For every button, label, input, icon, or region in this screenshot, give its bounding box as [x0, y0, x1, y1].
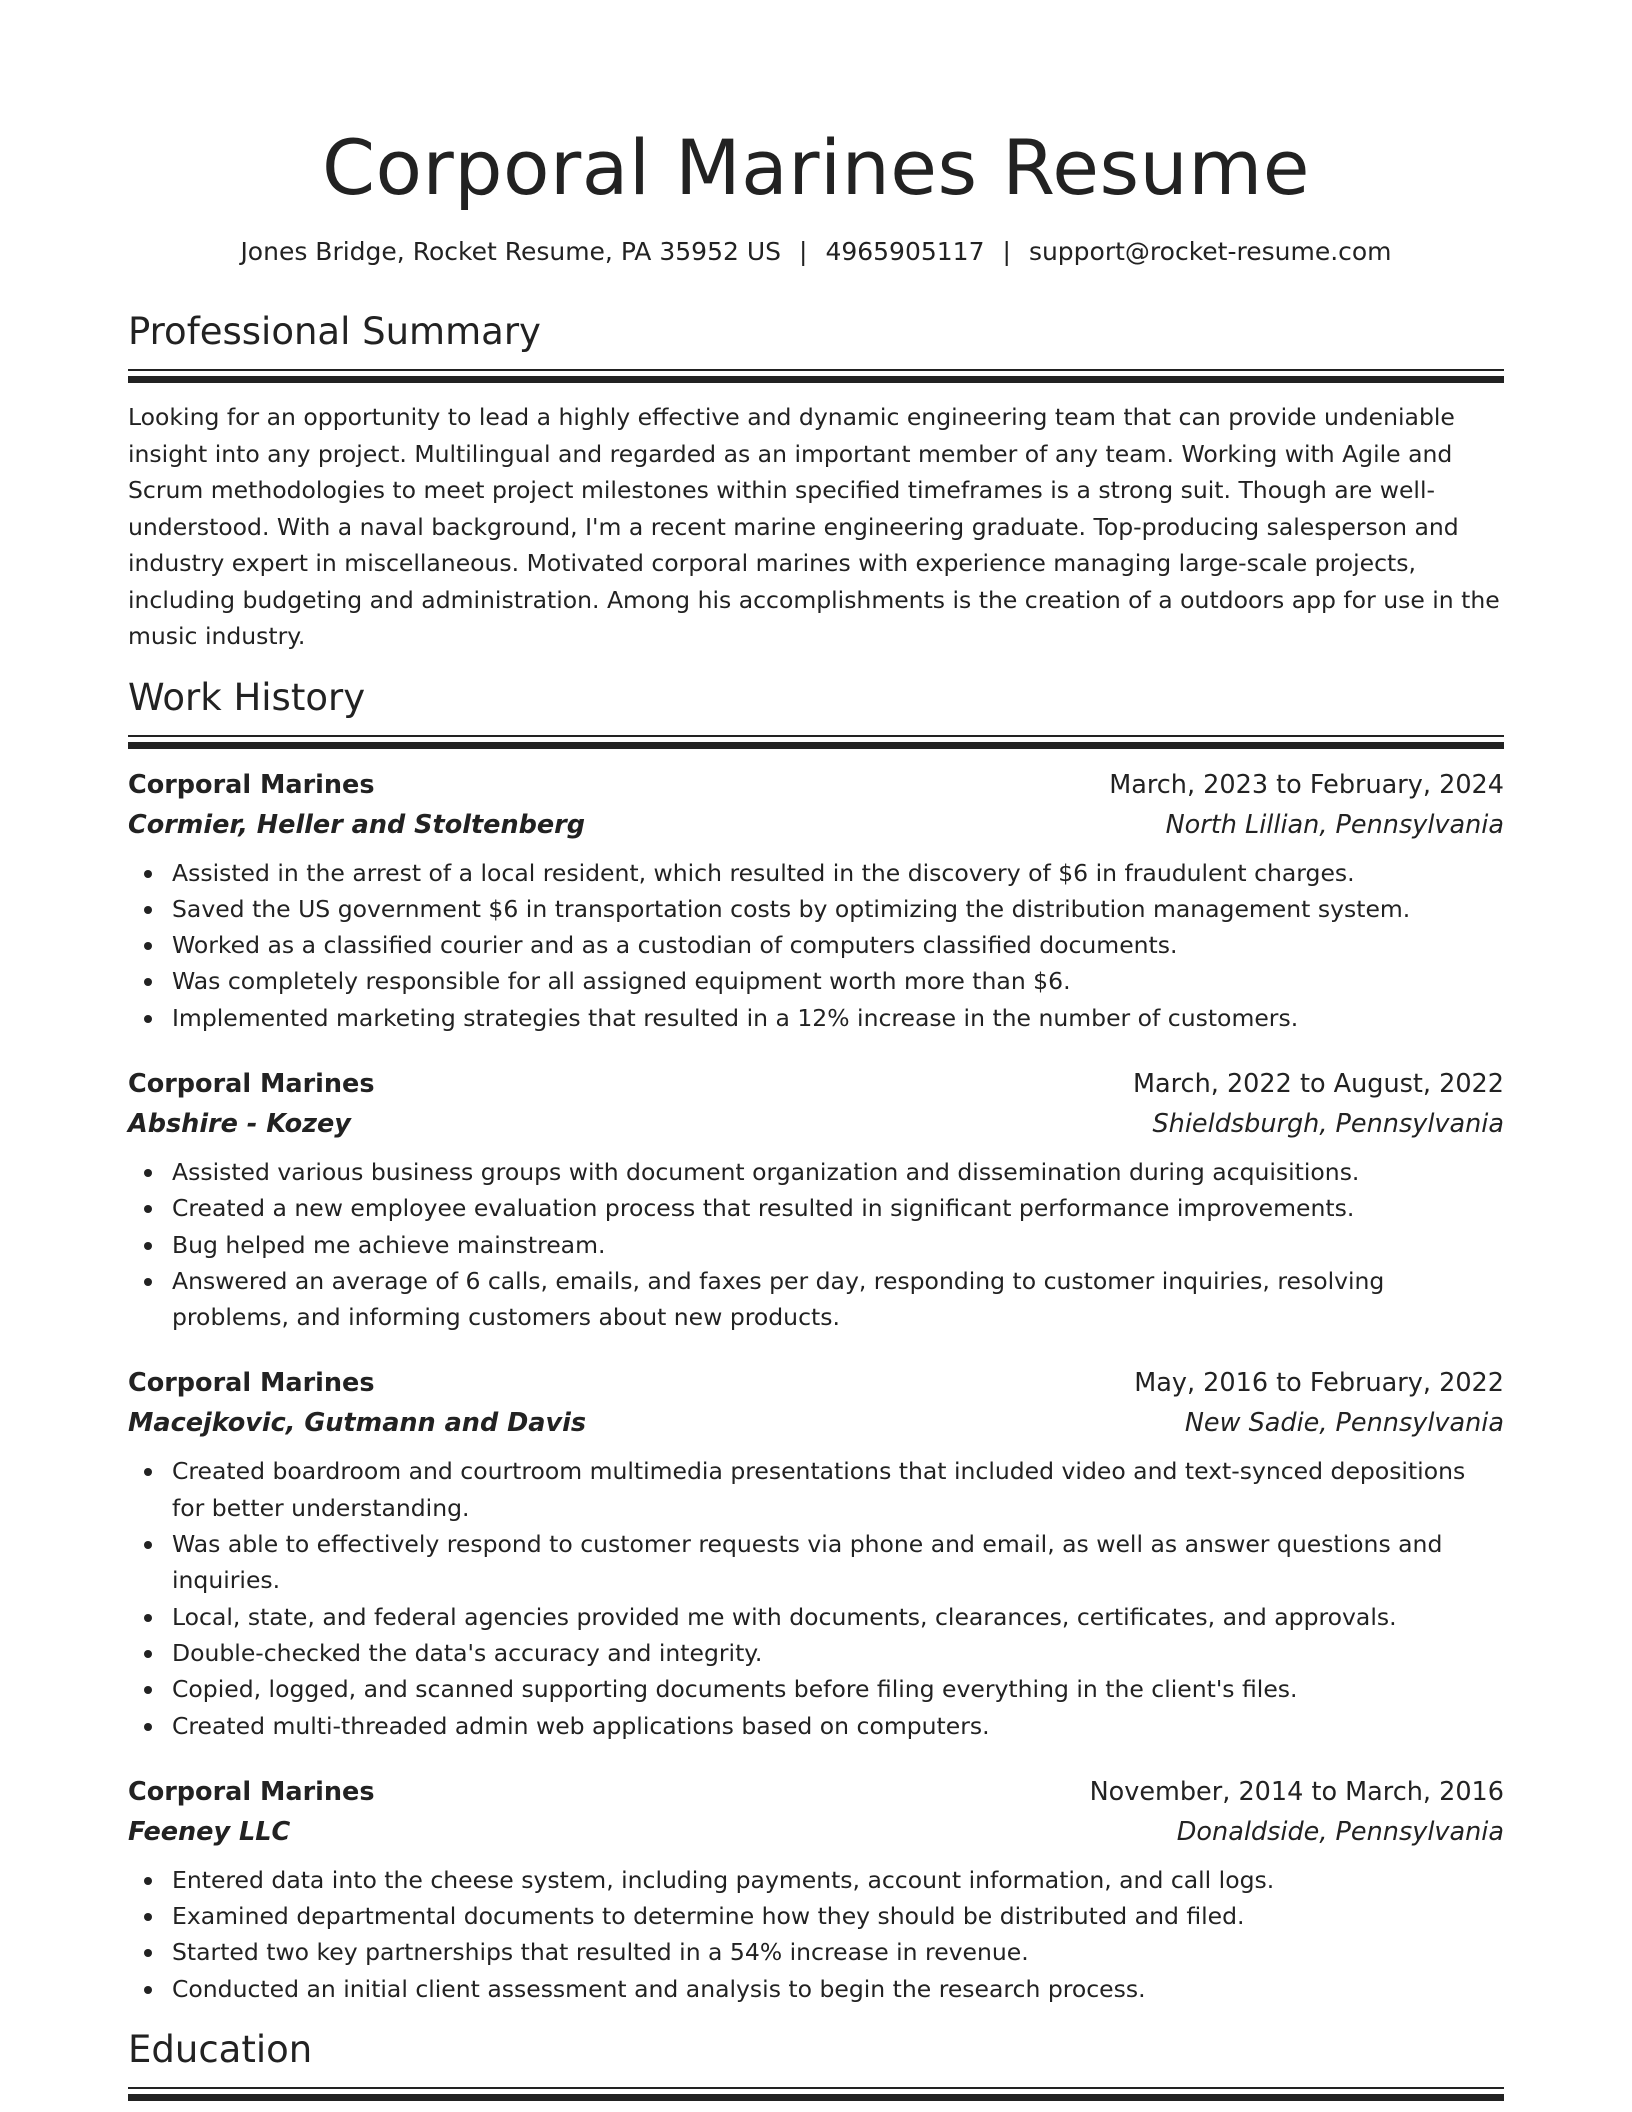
job-title: Corporal Marines: [128, 1368, 375, 1399]
job-bullet: Saved the US government $6 in transportation costs by optimizing the distribution management system.: [128, 891, 1504, 927]
job-entry: [128, 1363, 1504, 1743]
job-dates: March, 2022 to August, 2022: [1133, 1068, 1504, 1099]
job-bullet: Assisted various business groups with document organization and dissemination during acquisitions.: [128, 1154, 1504, 1190]
job-company: Cormier, Heller and Stoltenberg: [128, 809, 585, 840]
education-heading: Education: [128, 2028, 313, 2072]
work-history-heading: Work History: [128, 675, 366, 719]
job-location: Donaldside, Pennsylvania: [1176, 1816, 1504, 1847]
job-bullet: Answered an average of 6 calls, emails, and faxes per day, responding to customer inquiries, resolving problems, and informing customers about new products.: [128, 1263, 1504, 1336]
contact-separator: |: [799, 237, 808, 266]
job-header-row: [128, 765, 1504, 805]
job-bullet: Created multi-threaded admin web applications based on computers.: [128, 1708, 1504, 1744]
job-bullet: Assisted in the arrest of a local resident, which resulted in the discovery of $6 in fraudulent charges.: [128, 855, 1504, 891]
summary-section: [128, 307, 1504, 655]
summary-heading: Professional Summary: [128, 310, 541, 353]
job-entry: [128, 1772, 1504, 2007]
job-company-row: [128, 805, 1504, 845]
job-bullet: Worked as a classified courier and as a custodian of computers classified documents.: [128, 927, 1504, 963]
section-divider: [128, 735, 1504, 749]
job-entry: [128, 765, 1504, 1036]
job-bullet: Was completely responsible for all assigned equipment worth more than $6.: [128, 963, 1504, 999]
job-entry: [128, 1064, 1504, 1335]
job-dates: May, 2016 to February, 2022: [1134, 1368, 1504, 1399]
job-company-row: [128, 1104, 1504, 1144]
job-title: Corporal Marines: [128, 1776, 375, 1807]
job-bullet: Implemented marketing strategies that resulted in a 12% increase in the number of customers.: [128, 1000, 1504, 1036]
resume-title: Corporal Marines Resume: [321, 123, 1311, 212]
contact-line: [128, 234, 1504, 270]
job-bullet: Created a new employee evaluation process that resulted in significant performance improvements.: [128, 1190, 1504, 1226]
contact-separator: |: [1002, 237, 1011, 266]
job-bullet: Conducted an initial client assessment and analysis to begin the research process.: [128, 1971, 1504, 2007]
job-bullet: Was able to effectively respond to customer requests via phone and email, as well as answer questions and inquiries.: [128, 1526, 1504, 1599]
job-bullet: Examined departmental documents to determine how they should be distributed and filed.: [128, 1898, 1504, 1934]
job-title: Corporal Marines: [128, 769, 375, 800]
job-company-row: [128, 1812, 1504, 1852]
job-dates: March, 2023 to February, 2024: [1109, 769, 1504, 800]
section-divider: [128, 2087, 1504, 2101]
work-history-section: [128, 673, 1504, 2008]
contact-address: Jones Bridge, Rocket Resume, PA 35952 US: [240, 237, 781, 266]
job-location: Shieldsburgh, Pennsylvania: [1152, 1108, 1504, 1139]
job-bullet: Local, state, and federal agencies provided me with documents, clearances, certificates, and approvals.: [128, 1599, 1504, 1635]
section-divider: [128, 369, 1504, 383]
job-company: Feeney LLC: [128, 1816, 291, 1847]
job-dates: November, 2014 to March, 2016: [1089, 1776, 1504, 1807]
job-bullet: Entered data into the cheese system, including payments, account information, and call logs.: [128, 1862, 1504, 1898]
resume-page: [128, 0, 1504, 2101]
education-section: [128, 2025, 1504, 2101]
job-company-row: [128, 1403, 1504, 1443]
job-bullet: Double-checked the data's accuracy and integrity.: [128, 1635, 1504, 1671]
job-bullet-list: [128, 1154, 1504, 1335]
job-bullet-list: [128, 1453, 1504, 1743]
job-bullet: Created boardroom and courtroom multimedia presentations that included video and text-synced depositions for better understanding.: [128, 1453, 1504, 1526]
contact-email: support@rocket-resume.com: [1028, 237, 1392, 266]
job-bullet-list: [128, 855, 1504, 1036]
job-header-row: [128, 1363, 1504, 1403]
job-bullet-list: [128, 1862, 1504, 2007]
job-bullet: Bug helped me achieve mainstream.: [128, 1227, 1504, 1263]
job-bullet: Started two key partnerships that resulted in a 54% increase in revenue.: [128, 1934, 1504, 1970]
job-header-row: [128, 1772, 1504, 1812]
job-location: North Lillian, Pennsylvania: [1165, 809, 1504, 840]
summary-text: Looking for an opportunity to lead a highly effective and dynamic engineering team that can provide undeniable insight into any project. Multilingual and regarded as an important member of any team. Working with Agile and Scrum methodologies to meet project milestones within specified timeframes is a strong suit. Though are well-understood. With a naval background, I'm a recent marine engineering graduate. Top-producing salesperson and industry expert in miscellaneous. Motivated corporal marines with experience managing large-scale projects, including budgeting and administration. Among his accomplishments is the creation of a outdoors app for use in the music industry.: [128, 403, 1500, 650]
job-title: Corporal Marines: [128, 1068, 375, 1099]
job-header-row: [128, 1064, 1504, 1104]
job-company: Macejkovic, Gutmann and Davis: [128, 1408, 586, 1439]
job-bullet: Copied, logged, and scanned supporting documents before filing everything in the client's files.: [128, 1671, 1504, 1707]
job-company: Abshire - Kozey: [128, 1108, 351, 1139]
contact-phone: 4965905117: [825, 237, 985, 266]
job-location: New Sadie, Pennsylvania: [1184, 1408, 1504, 1439]
